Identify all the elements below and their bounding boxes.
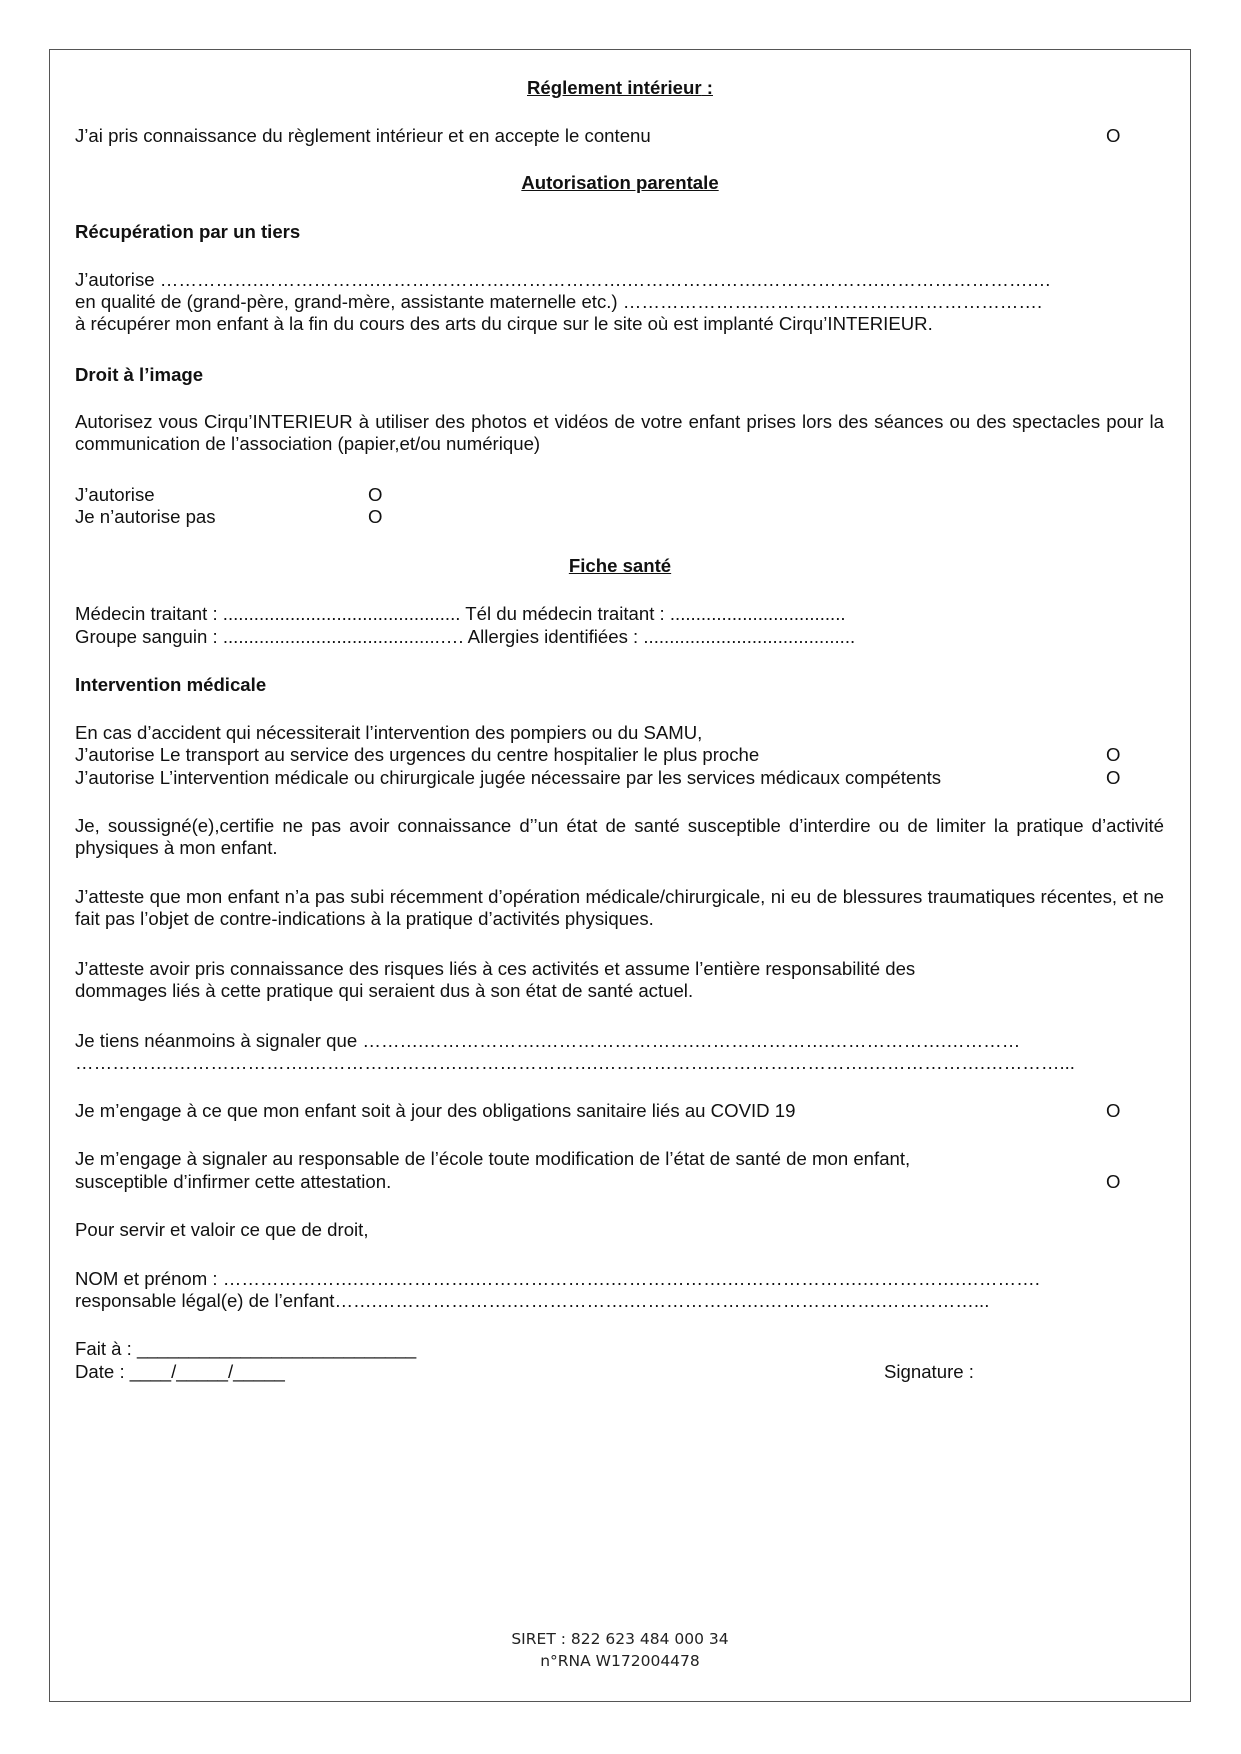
date-field[interactable]: Date : ____/_____/_____ bbox=[75, 1361, 285, 1382]
transport-label: J’autorise Le transport au service des urgences du centre hospitalier le plus proche bbox=[75, 744, 760, 765]
reglement-title-colon: : bbox=[701, 77, 713, 98]
groupe-sanguin-field-line[interactable]: Groupe sanguin : ..........................................…. Allergies identifiées : ......................................... bbox=[75, 626, 856, 647]
covid-checkbox[interactable]: O bbox=[1106, 1100, 1121, 1121]
covid-label: Je m’engage à ce que mon enfant soit à jour des obligations sanitaire liés au COVID 19 bbox=[75, 1100, 796, 1121]
engage-line-1: Je m’engage à signaler au responsable de l’école toute modification de l’état de santé de mon enfant, bbox=[75, 1148, 911, 1169]
image-yes-checkbox[interactable]: O bbox=[368, 484, 383, 505]
droit-image-question: Autorisez vous Cirqu’INTERIEUR à utiliser des photos et vidéos de votre enfant prises lors des séances ou des spectacles pour la communication de l’association (papier,et/ou numérique) bbox=[75, 411, 1164, 454]
reglement-title-block bbox=[49, 77, 1191, 99]
droit-image-heading: Droit à l’image bbox=[75, 364, 204, 385]
attest-paragraph-2-line-2: dommages liés à cette pratique qui seraient dus à son état de santé actuel. bbox=[75, 980, 694, 1001]
image-no-checkbox[interactable]: O bbox=[368, 506, 383, 527]
attest-paragraph-2-line-1: J’atteste avoir pris connaissance des risques liés à ces activités et assume l’entière responsabilité des bbox=[75, 958, 916, 979]
engage-checkbox[interactable]: O bbox=[1106, 1171, 1121, 1192]
certify-paragraph: Je, soussigné(e),certifie ne pas avoir connaissance d’’un état de santé susceptible d’interdire ou de limiter la pratique d’activité physiques à mon enfant. bbox=[75, 815, 1164, 858]
intervention-label: J’autorise L’intervention médicale ou chirurgicale jugée nécessaire par les services médicaux compétents bbox=[75, 767, 942, 788]
fiche-sante-title: Fiche santé bbox=[568, 555, 672, 576]
intervention-heading: Intervention médicale bbox=[75, 674, 267, 695]
transport-checkbox[interactable]: O bbox=[1106, 744, 1121, 765]
signature-label: Signature : bbox=[884, 1361, 974, 1382]
image-no-label: Je n’autorise pas bbox=[75, 506, 216, 527]
reglement-title: Réglement intérieur bbox=[527, 77, 702, 98]
recuperation-heading: Récupération par un tiers bbox=[75, 221, 301, 242]
fait-a-field[interactable]: Fait à : ___________________________ bbox=[75, 1338, 417, 1359]
recuperation-name-field[interactable]: J’autorise …………….……………….………………….……………….………………….……………….…………………….… bbox=[75, 269, 1052, 290]
intervention-checkbox[interactable]: O bbox=[1106, 767, 1121, 788]
responsable-field[interactable]: responsable légal(e) de l’enfant…….………………….……………….………………….……………….……………... bbox=[75, 1290, 990, 1311]
footer-rna: n°RNA W172004478 bbox=[540, 1652, 700, 1670]
autorisation-title: Autorisation parentale bbox=[521, 172, 719, 193]
nom-prenom-field[interactable]: NOM et prénom : ………………….……………….………………….……………….………………….…………….…………. bbox=[75, 1268, 1040, 1289]
recuperation-qualite-field[interactable]: en qualité de (grand-père, grand-mère, assistante maternelle etc.) ………………….………………………………………. bbox=[75, 291, 1043, 312]
attest-paragraph-1: J’atteste que mon enfant n’a pas subi récemment d’opération médicale/chirurgicale, ni eu de blessures traumatiques récentes, et ne fait pas l’objet de contre-indications à la pratique d’activités physiques. bbox=[75, 886, 1164, 929]
signal-field-line-2[interactable]: …………….………………….…………………….………………….……………….…………………….……………….…………... bbox=[75, 1052, 1075, 1073]
accident-intro: En cas d’accident qui nécessiterait l’intervention des pompiers ou du SAMU, bbox=[75, 722, 703, 743]
reglement-accept-checkbox[interactable]: O bbox=[1106, 125, 1121, 146]
recuperation-statement: à récupérer mon enfant à la fin du cours des arts du cirque sur le site où est implanté Cirqu’INTERIEUR. bbox=[75, 313, 933, 334]
reglement-accept-text: J’ai pris connaissance du règlement intérieur et en accepte le contenu bbox=[75, 125, 651, 146]
image-yes-label: J’autorise bbox=[75, 484, 155, 505]
signal-field-line-1[interactable]: Je tiens néanmoins à signaler que ……….……………….…………………….………………….……………….………… bbox=[75, 1030, 1021, 1051]
droit-statement: Pour servir et valoir ce que de droit, bbox=[75, 1219, 369, 1240]
engage-line-2: susceptible d’infirmer cette attestation. bbox=[75, 1171, 392, 1192]
medecin-field-line[interactable]: Médecin traitant : .............................................. Tél du médecin traitant : .................................. bbox=[75, 603, 846, 624]
footer-siret: SIRET : 822 623 484 000 34 bbox=[511, 1630, 729, 1648]
